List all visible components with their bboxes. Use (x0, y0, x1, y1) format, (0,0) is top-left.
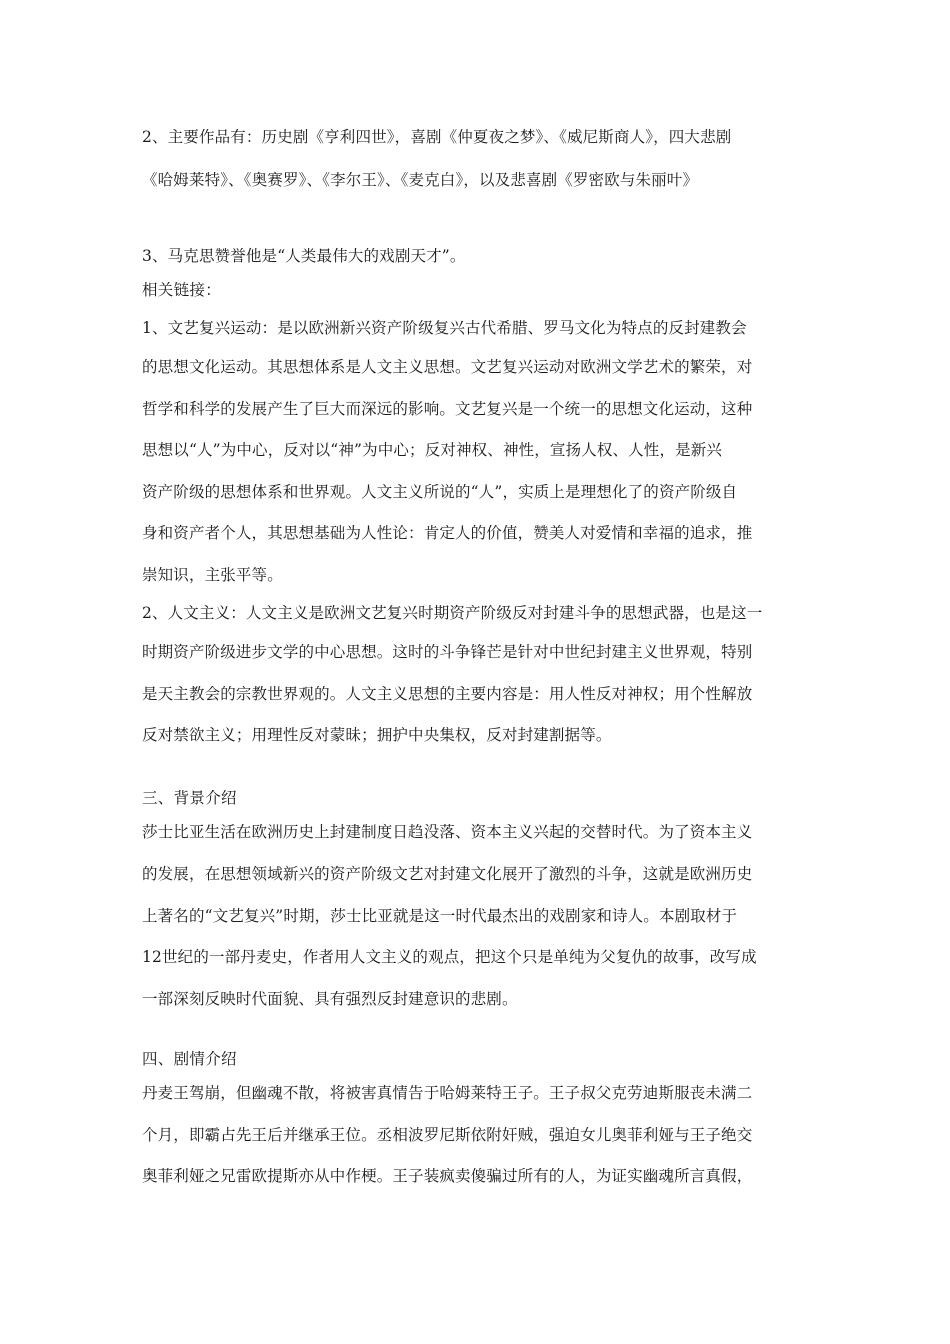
renaissance-line: 资产阶级的思想体系和世界观。人文主义所说的“人”，实质上是理想化了的资产阶级自 (142, 483, 738, 501)
background-line: 上著名的“文艺复兴”时期，莎士比亚就是这一时代最杰出的戏剧家和诗人。本剧取材于 (142, 907, 738, 925)
plot-line: 奥菲利娅之兄雷欧提斯亦从中作梗。王子装疯卖傻骗过所有的人，为证实幽魂所言真假， (142, 1167, 753, 1185)
humanism-line: 2、人文主义：人文主义是欧洲文艺复兴时期资产阶级反对封建斗争的思想武器，也是这一 (142, 604, 763, 622)
works-line-1: 2、主要作品有：历史剧《亨利四世》，喜剧《仲夏夜之梦》、《威尼斯商人》，四大悲剧 (142, 128, 732, 146)
plot-line: 丹麦王驾崩，但幽魂不散，将被害真情告于哈姆莱特王子。王子叔父克劳迪斯服丧未满二 (142, 1084, 753, 1102)
humanism-line: 反对禁欲主义；用理性反对蒙昧；拥护中央集权，反对封建割据等。 (142, 726, 612, 744)
background-heading: 三、背景介绍 (142, 789, 237, 807)
renaissance-line: 哲学和科学的发展产生了巨大而深远的影响。文艺复兴是一个统一的思想文化运动，这种 (142, 400, 753, 418)
marx-praise: 3、马克思赞誉他是“人类最伟大的戏剧天才”。 (142, 247, 466, 265)
plot-line: 个月，即霸占先王后并继承王位。丞相波罗尼斯依附奸贼，强迫女儿奥菲利娅与王子绝交 (142, 1126, 753, 1144)
works-line-2: 《哈姆莱特》、《奥赛罗》、《李尔王》、《麦克白》，以及悲喜剧《罗密欧与朱丽叶》 (142, 171, 699, 189)
related-links-title: 相关链接： (142, 281, 222, 299)
background-line: 一部深刻反映时代面貌、具有强烈反封建意识的悲剧。 (142, 990, 518, 1008)
renaissance-line: 身和资产者个人，其思想基础为人性论：肯定人的价值，赞美人对爱情和幸福的追求，推 (142, 524, 753, 542)
humanism-line: 是天主教会的宗教世界观的。人文主义思想的主要内容是：用人性反对神权；用个性解放 (142, 685, 753, 703)
renaissance-line: 1、文艺复兴运动：是以欧洲新兴资产阶级复兴古代希腊、罗马文化为特点的反封建教会 (142, 319, 747, 337)
renaissance-line: 的思想文化运动。其思想体系是人文主义思想。文艺复兴运动对欧洲文学艺术的繁荣，对 (142, 358, 753, 376)
renaissance-line: 崇知识，主张平等。 (142, 566, 283, 584)
background-line: 莎士比亚生活在欧洲历史上封建制度日趋没落、资本主义兴起的交替时代。为了资本主义 (142, 823, 753, 841)
background-line: 12世纪的一部丹麦史，作者用人文主义的观点，把这个只是单纯为父复仇的故事，改写成 (142, 948, 757, 966)
humanism-line: 时期资产阶级进步文学的中心思想。这时的斗争锋芒是针对中世纪封建主义世界观，特别 (142, 643, 753, 661)
renaissance-line: 思想以“人”为中心，反对以“神”为中心；反对神权、神性，宣扬人权、人性，是新兴 (142, 441, 723, 459)
plot-heading: 四、剧情介绍 (142, 1050, 237, 1068)
background-line: 的发展，在思想领域新兴的资产阶级文艺对封建文化展开了激烈的斗争，这就是欧洲历史 (142, 865, 753, 883)
document-page (142, 0, 810, 1344)
